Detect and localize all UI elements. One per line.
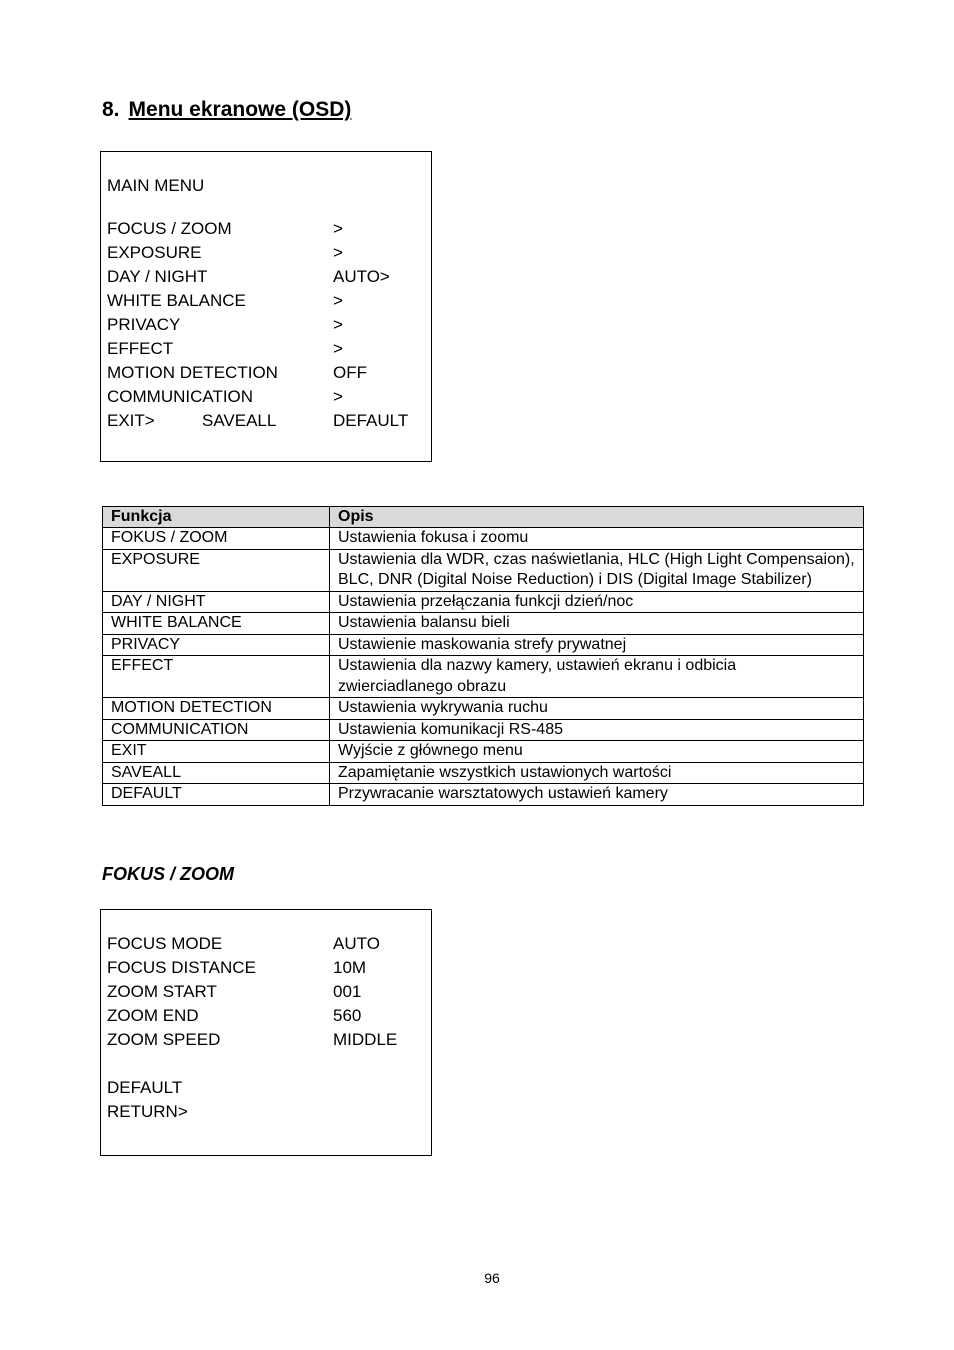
menu-item-motion-detection: MOTION DETECTION [107, 363, 278, 382]
focus-return: RETURN> [107, 1102, 188, 1121]
table-row [103, 634, 864, 656]
menu-value-exposure: > [333, 243, 343, 262]
function-cell: WHITE BALANCE [103, 613, 330, 635]
menu-value-motion-detection: OFF [333, 363, 367, 382]
focus-item-zoom-start: ZOOM START [107, 982, 217, 1001]
function-cell: EXPOSURE [103, 549, 330, 591]
description-cell: Wyjście z głównego menu [330, 741, 864, 763]
function-cell: COMMUNICATION [103, 719, 330, 741]
description-cell: Ustawienia balansu bieli [330, 613, 864, 635]
description-cell: Ustawienia komunikacji RS-485 [330, 719, 864, 741]
page-number: 96 [484, 1270, 500, 1286]
function-cell: MOTION DETECTION [103, 698, 330, 720]
table-row [103, 698, 864, 720]
main-menu-box [100, 151, 432, 462]
menu-exit: EXIT> [107, 411, 155, 430]
table-row [103, 784, 864, 806]
function-cell: SAVEALL [103, 762, 330, 784]
menu-item-focus-zoom: FOCUS / ZOOM [107, 219, 232, 238]
focus-value-zoom-end: 560 [333, 1006, 362, 1025]
menu-value-effect: > [333, 339, 343, 358]
focus-item-focus-mode: FOCUS MODE [107, 934, 223, 953]
function-cell: DEFAULT [103, 784, 330, 806]
table-row [103, 591, 864, 613]
description-cell: Zapamiętanie wszystkich ustawionych wartości [330, 762, 864, 784]
function-cell: PRIVACY [103, 634, 330, 656]
table-row [103, 741, 864, 763]
menu-value-white-balance: > [333, 291, 343, 310]
menu-default: DEFAULT [333, 411, 409, 430]
menu-item-privacy: PRIVACY [107, 315, 181, 334]
subsection-heading: FOKUS / ZOOM [102, 864, 234, 884]
description-cell: Ustawienie maskowania strefy prywatnej [330, 634, 864, 656]
function-cell: EXIT [103, 741, 330, 763]
focus-item-focus-distance: FOCUS DISTANCE [107, 958, 256, 977]
description-cell: Przywracanie warsztatowych ustawień kamery [330, 784, 864, 806]
menu-saveall: SAVEALL [202, 411, 277, 430]
function-cell: DAY / NIGHT [103, 591, 330, 613]
table-header-row [103, 507, 864, 528]
focus-value-focus-mode: AUTO [333, 934, 380, 953]
column-header-function: Funkcja [103, 507, 330, 528]
menu-value-focus-zoom: > [333, 219, 343, 238]
table-row [103, 613, 864, 635]
function-table [102, 506, 864, 806]
function-cell: EFFECT [103, 656, 330, 698]
focus-menu-box [100, 909, 432, 1156]
section-heading [102, 98, 351, 122]
focus-value-focus-distance: 10M [333, 958, 367, 977]
focus-item-zoom-speed: ZOOM SPEED [107, 1030, 221, 1049]
table-row [103, 528, 864, 550]
focus-value-zoom-start: 001 [333, 982, 362, 1001]
description-cell: Ustawienia wykrywania ruchu [330, 698, 864, 720]
menu-value-privacy: > [333, 315, 343, 334]
function-cell: FOKUS / ZOOM [103, 528, 330, 550]
table-row [103, 549, 864, 591]
focus-item-zoom-end: ZOOM END [107, 1006, 199, 1025]
section-number: 8. [102, 98, 120, 121]
table-row [103, 762, 864, 784]
table-row [103, 719, 864, 741]
description-cell: Ustawienia przełączania funkcji dzień/noc [330, 591, 864, 613]
section-title: Menu ekranowe (OSD) [128, 98, 352, 121]
focus-default: DEFAULT [107, 1078, 183, 1097]
description-cell: Ustawienia fokusa i zoomu [330, 528, 864, 550]
column-header-description: Opis [330, 507, 864, 528]
main-menu-title: MAIN MENU [107, 176, 205, 195]
menu-value-communication: > [333, 387, 343, 406]
menu-value-day-night: AUTO> [333, 267, 390, 286]
menu-item-communication: COMMUNICATION [107, 387, 254, 406]
menu-item-white-balance: WHITE BALANCE [107, 291, 246, 310]
focus-value-zoom-speed: MIDDLE [333, 1030, 398, 1049]
menu-item-day-night: DAY / NIGHT [107, 267, 208, 286]
table-row [103, 656, 864, 698]
description-cell: Ustawienia dla nazwy kamery, ustawień ekranu i odbicia zwierciadlanego obrazu [330, 656, 864, 698]
menu-item-effect: EFFECT [107, 339, 174, 358]
menu-item-exposure: EXPOSURE [107, 243, 202, 262]
description-cell: Ustawienia dla WDR, czas naświetlania, HLC (High Light Compensaion), BLC, DNR (Digital Noise Reduction) i DIS (Digital Image Stabilizer) [330, 549, 864, 591]
